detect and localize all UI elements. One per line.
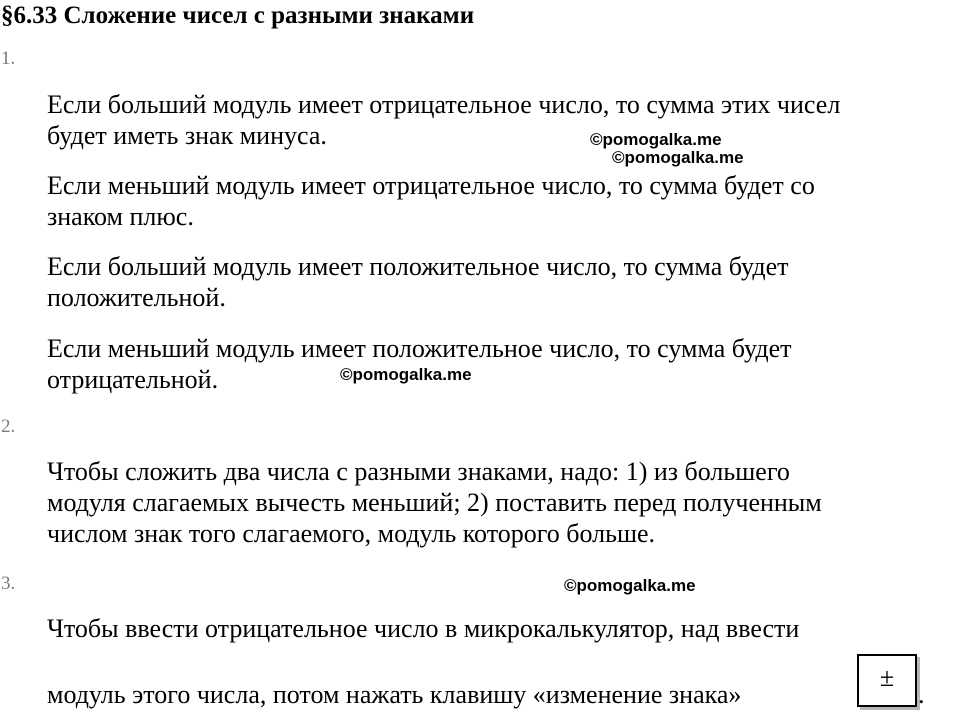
item-number-2: 2.	[1, 416, 16, 437]
text-line: Если меньший модуль имеет отрицательное число, то сумма будет со	[47, 171, 815, 200]
item-number-1: 1.	[1, 48, 16, 69]
sentence-period: .	[918, 680, 925, 709]
item-number-3: 3.	[1, 573, 16, 594]
watermark: ©pomogalka.me	[612, 148, 744, 167]
item-1-paragraph-2	[47, 170, 815, 232]
text-line: будет иметь знак минуса.	[47, 121, 327, 150]
watermark: ©pomogalka.me	[590, 130, 722, 149]
text-line: положительной.	[47, 283, 226, 312]
watermark: ©pomogalka.me	[340, 365, 472, 384]
text-line: Если меньший модуль имеет положительное число, то сумма будет	[47, 334, 792, 363]
text-line: Если больший модуль имеет положительное число, то сумма будет	[47, 252, 789, 281]
page-title: §6.33 Сложение чисел с разными знаками	[1, 2, 475, 29]
text-line: Если больший модуль имеет отрицательное число, то сумма этих чисел	[47, 90, 841, 119]
text-line: Чтобы сложить два числа с разными знаками, надо: 1) из большего	[47, 457, 790, 486]
item-1-paragraph-3	[47, 251, 788, 313]
item-1-paragraph-4	[47, 333, 792, 395]
text-line: знаком плюс.	[47, 202, 194, 231]
item-2-paragraph-1	[47, 456, 822, 549]
item-3-paragraph-1-line-1: Чтобы ввести отрицательное число в микрокалькулятор, над ввести	[47, 614, 800, 643]
watermark: ©pomogalka.me	[564, 576, 696, 595]
sign-change-key: ±	[857, 654, 917, 707]
text-line: модуля слагаемых вычесть меньший; 2) поставить перед полученным	[47, 488, 822, 517]
text-line: отрицательной.	[47, 365, 219, 394]
item-3-paragraph-1-line-2: модуль этого числа, потом нажать клавишу «изменение знака»	[47, 680, 742, 709]
text-line: числом знак того слагаемого, модуль которого больше.	[47, 519, 656, 548]
